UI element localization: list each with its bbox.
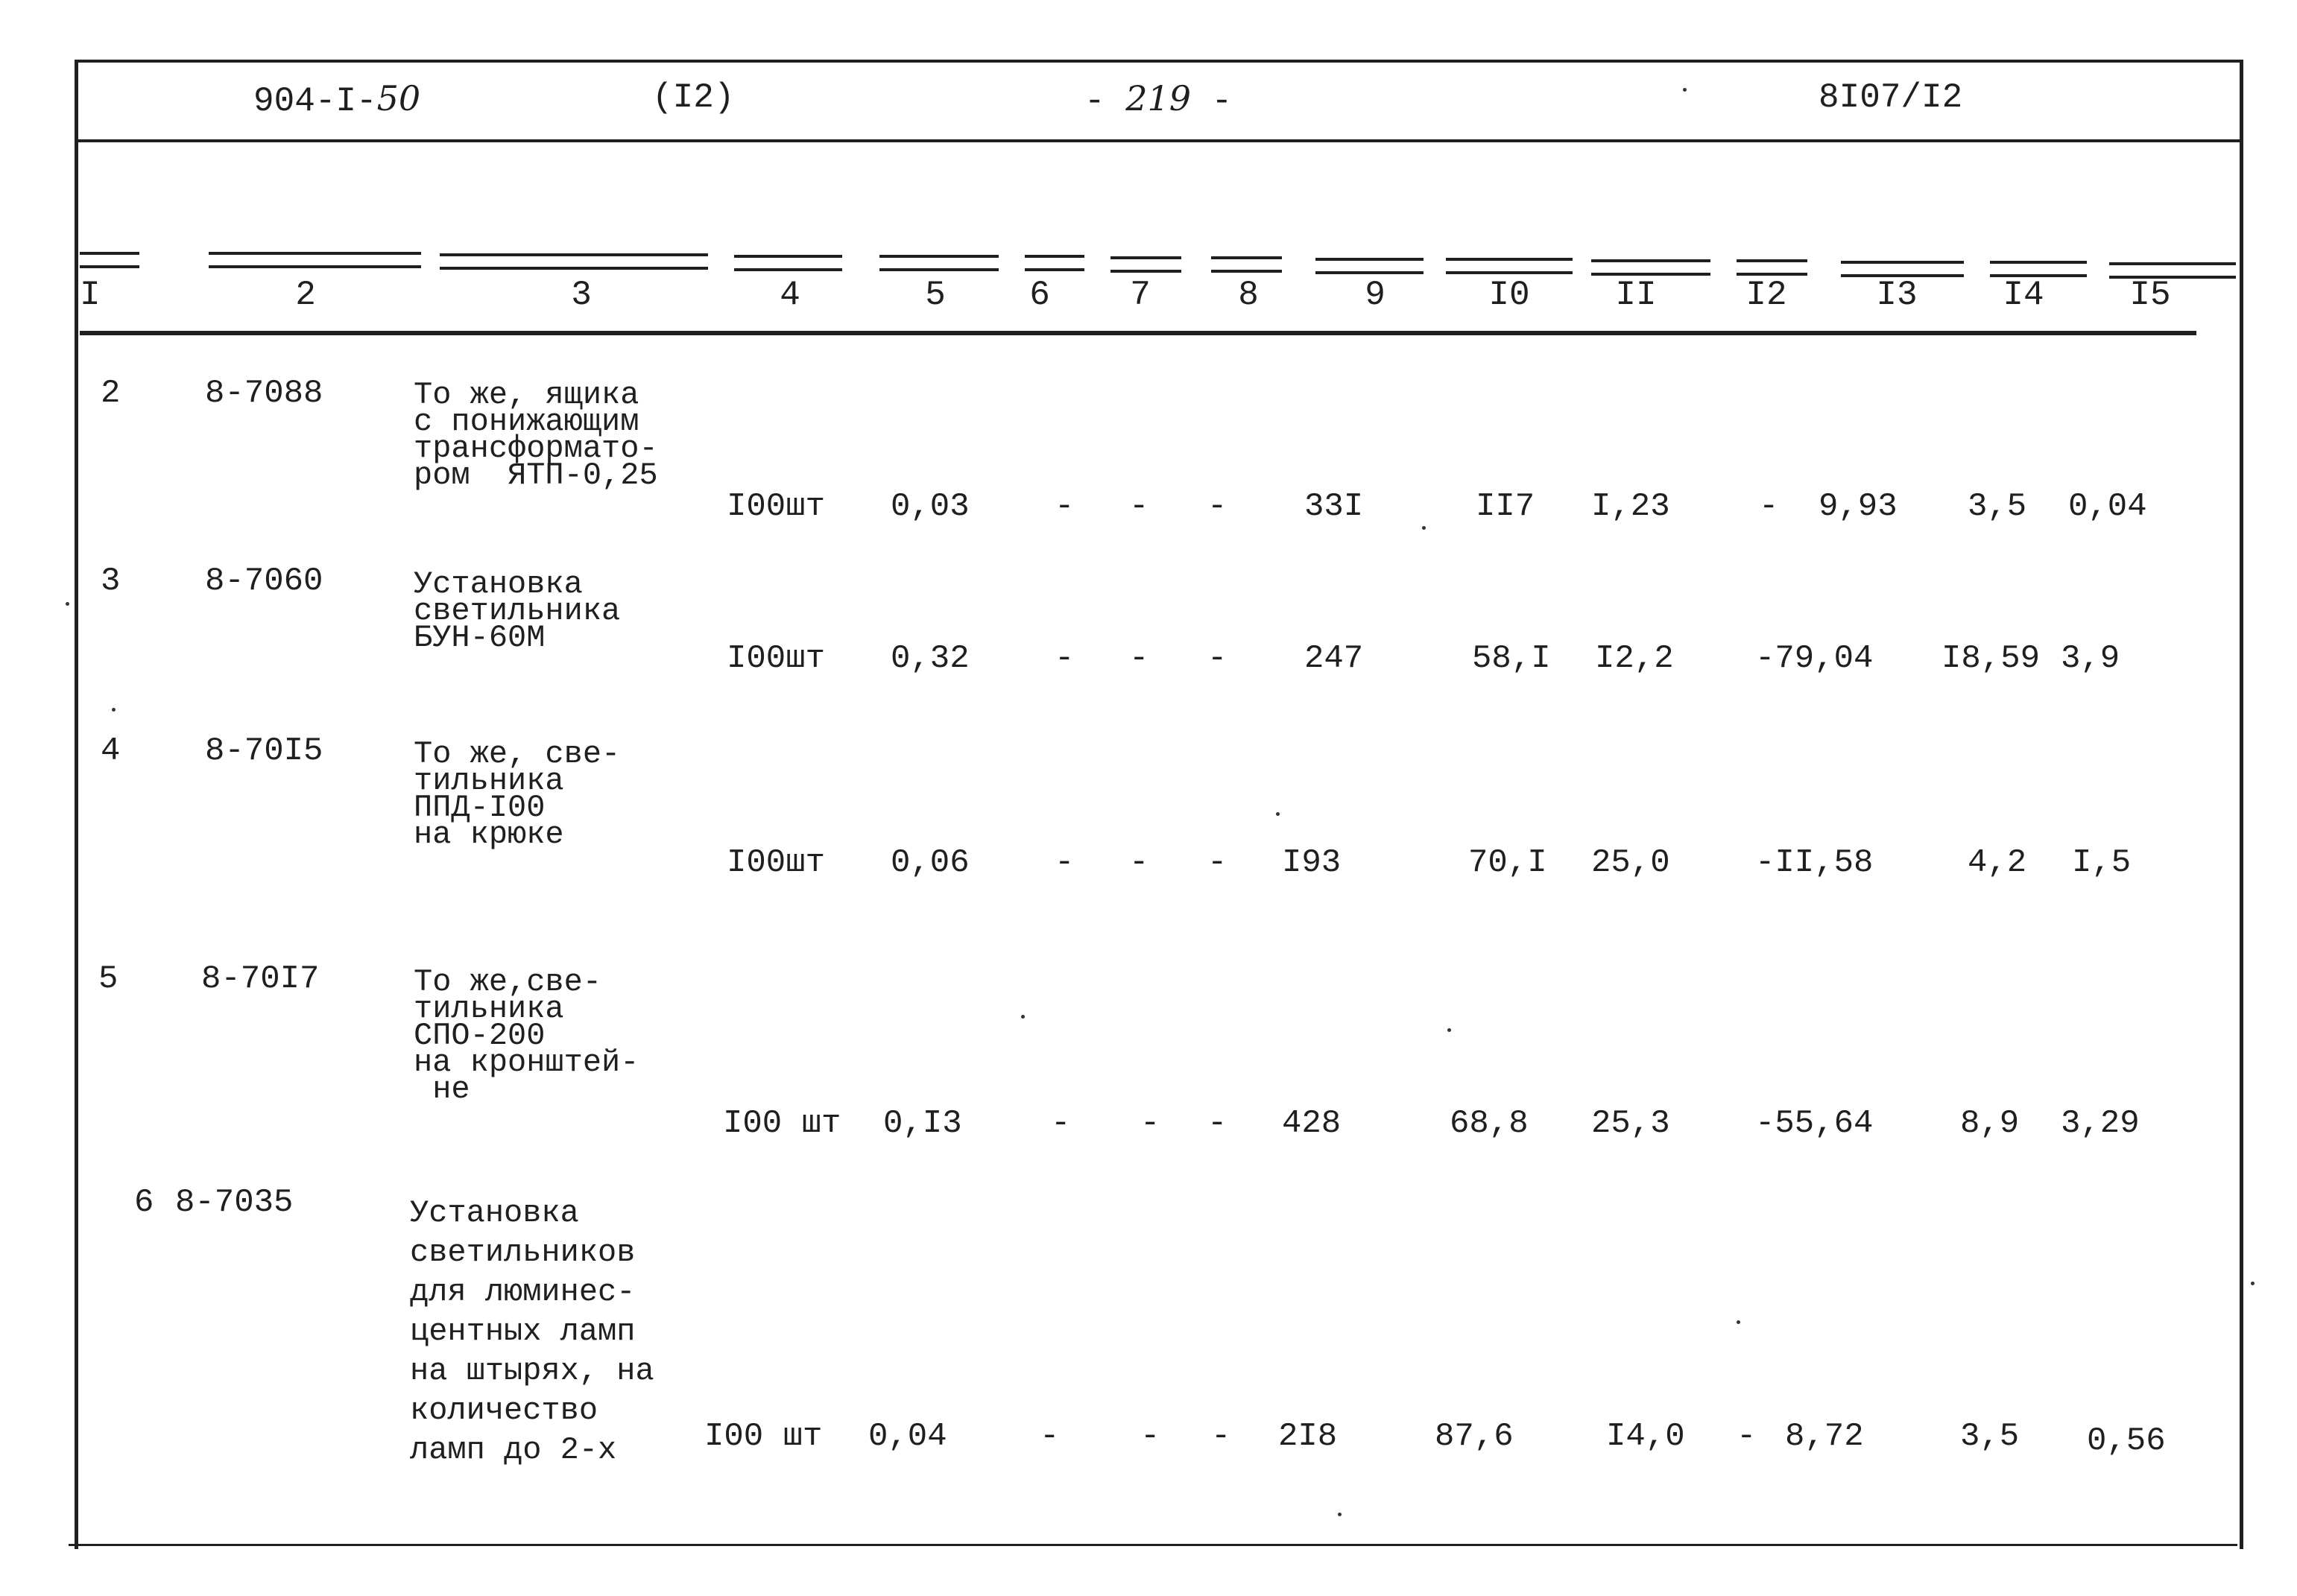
bottom-border [69, 1544, 2237, 1546]
project-code-prefix: 904-I- [253, 82, 377, 121]
quantity: 0,03 [891, 488, 970, 525]
header-divider [78, 139, 2240, 142]
col-6: - [1055, 488, 1075, 525]
work-description: То же, све- тильника ППД-I00 на крюке [414, 736, 621, 852]
part-number: (I2) [652, 78, 735, 117]
col-13: 9,93 [1819, 488, 1898, 525]
page-number-value: 219 [1125, 78, 1192, 118]
col-13: 8,72 [1785, 1418, 1864, 1455]
col-12: -79,04 [1755, 640, 1874, 677]
col-14: 8,9 [1960, 1105, 2020, 1142]
col-11: I4,0 [1606, 1418, 1685, 1455]
col-15: I,5 [2072, 844, 2132, 881]
col-7: - [1129, 640, 1149, 677]
column-number-11: II [1615, 276, 1657, 314]
project-code-suffix: 50 [376, 78, 421, 118]
column-header-rule [80, 331, 2196, 335]
col-14: 3,5 [1968, 488, 2027, 525]
quantity: 0,32 [891, 640, 970, 677]
col-6: - [1051, 1105, 1071, 1142]
column-rule-6 [1025, 255, 1084, 271]
col-8: - [1211, 1418, 1231, 1455]
price-code: 8-7060 [205, 563, 323, 600]
sheet-code: 8I07/I2 [1819, 78, 1963, 117]
row-number: 5 [98, 960, 119, 998]
col-15: 0,56 [2087, 1422, 2166, 1460]
column-rule-8 [1211, 256, 1282, 273]
column-rule-12 [1737, 259, 1807, 276]
col-12: -II,58 [1755, 844, 1874, 881]
column-number-13: I3 [1876, 276, 1918, 314]
col-14: 3,5 [1960, 1418, 2020, 1455]
column-number-7: 7 [1130, 276, 1151, 314]
row-number: 3 [101, 563, 121, 600]
scan-speck [1338, 1513, 1342, 1516]
unit: I00шт [727, 844, 826, 881]
col-12: - [1759, 488, 1779, 525]
column-number-8: 8 [1238, 276, 1259, 314]
column-number-3: 3 [571, 276, 592, 314]
col-8: - [1207, 640, 1228, 677]
page-prefix: - [1084, 82, 1126, 121]
col-10: II7 [1476, 488, 1535, 525]
scan-speck [1683, 88, 1687, 92]
col-10: 58,I [1472, 640, 1551, 677]
column-rule-7 [1110, 256, 1181, 273]
scan-speck [66, 602, 69, 606]
column-rule-2 [209, 252, 421, 268]
col-7: - [1140, 1105, 1160, 1142]
work-description: Установка светильников для люминес- центных ламп на штырях, на количество ламп до 2-х [410, 1195, 654, 1468]
col-11: I,23 [1591, 488, 1670, 525]
col-10: 70,I [1468, 844, 1547, 881]
column-rule-14 [1990, 261, 2087, 277]
row-number: 4 [101, 732, 121, 770]
col-10: 68,8 [1450, 1105, 1529, 1142]
price-code: 8-70I7 [201, 960, 320, 998]
unit: I00шт [727, 488, 826, 525]
column-rule-3 [440, 253, 708, 270]
col-11: I2,2 [1595, 640, 1674, 677]
col-10: 87,6 [1435, 1418, 1514, 1455]
col-8: - [1207, 1105, 1228, 1142]
col-6: - [1040, 1418, 1060, 1455]
col-9: I93 [1282, 844, 1342, 881]
unit: I00шт [727, 640, 826, 677]
col-9: 247 [1304, 640, 1364, 677]
column-number-10: I0 [1488, 276, 1530, 314]
col-11: 25,0 [1591, 844, 1670, 881]
price-code: 8-70I5 [205, 732, 323, 770]
row-number: 6 [134, 1184, 154, 1221]
quantity: 0,06 [891, 844, 970, 881]
column-number-4: 4 [780, 276, 800, 314]
column-number-2: 2 [295, 276, 316, 314]
scan-speck [1737, 1320, 1740, 1324]
column-rule-11 [1591, 259, 1710, 276]
unit: I00 шт [704, 1418, 823, 1455]
col-6: - [1055, 640, 1075, 677]
work-description: Установка светильника БУН-60М [414, 566, 621, 656]
scan-speck [1447, 1028, 1451, 1032]
column-rule-1 [80, 252, 139, 268]
col-9: 428 [1282, 1105, 1342, 1142]
col-8: - [1207, 844, 1228, 881]
column-number-1: I [80, 276, 101, 314]
column-rule-13 [1841, 261, 1964, 277]
quantity: 0,04 [868, 1418, 947, 1455]
col-12: -55,64 [1755, 1105, 1874, 1142]
work-description: То же, ящика с понижающим трансформато- ром ЯТП-0,25 [414, 377, 658, 493]
work-description: То же,све- тильника СПО-200 на кронштей- не [414, 964, 639, 1107]
column-rule-9 [1315, 258, 1424, 274]
scan-speck [1422, 526, 1426, 530]
col-9: 2I8 [1278, 1418, 1338, 1455]
col-7: - [1129, 488, 1149, 525]
column-number-14: I4 [2003, 276, 2044, 314]
column-rule-4 [734, 255, 842, 271]
unit: I00 шт [723, 1105, 841, 1142]
column-number-9: 9 [1365, 276, 1386, 314]
col-8: - [1207, 488, 1228, 525]
scan-speck [1276, 812, 1280, 816]
column-number-5: 5 [925, 276, 946, 314]
page-suffix: - [1191, 82, 1233, 121]
col-15: 3,29 [2061, 1105, 2140, 1142]
scan-speck [1021, 1015, 1025, 1019]
price-code: 8-7035 [175, 1184, 294, 1221]
column-rule-10 [1446, 258, 1573, 274]
page-number [1084, 78, 1232, 121]
col-7: - [1140, 1418, 1160, 1455]
project-code [253, 78, 420, 121]
price-code: 8-7088 [205, 375, 323, 412]
quantity: 0,I3 [883, 1105, 962, 1142]
column-number-6: 6 [1029, 276, 1050, 314]
col-14: 4,2 [1968, 844, 2027, 881]
col-7: - [1129, 844, 1149, 881]
col-15: 3,9 [2061, 640, 2120, 677]
col-14: I8,59 [1941, 640, 2041, 677]
col-15: 0,04 [2068, 488, 2147, 525]
col-9: 33I [1304, 488, 1364, 525]
column-number-15: I5 [2129, 276, 2171, 314]
col-11: 25,3 [1591, 1105, 1670, 1142]
row-number: 2 [101, 375, 121, 412]
col-6: - [1055, 844, 1075, 881]
column-number-12: I2 [1745, 276, 1787, 314]
column-rule-5 [879, 255, 999, 271]
scan-speck [2251, 1282, 2255, 1285]
scan-speck [112, 708, 116, 712]
col-12: - [1737, 1418, 1757, 1455]
